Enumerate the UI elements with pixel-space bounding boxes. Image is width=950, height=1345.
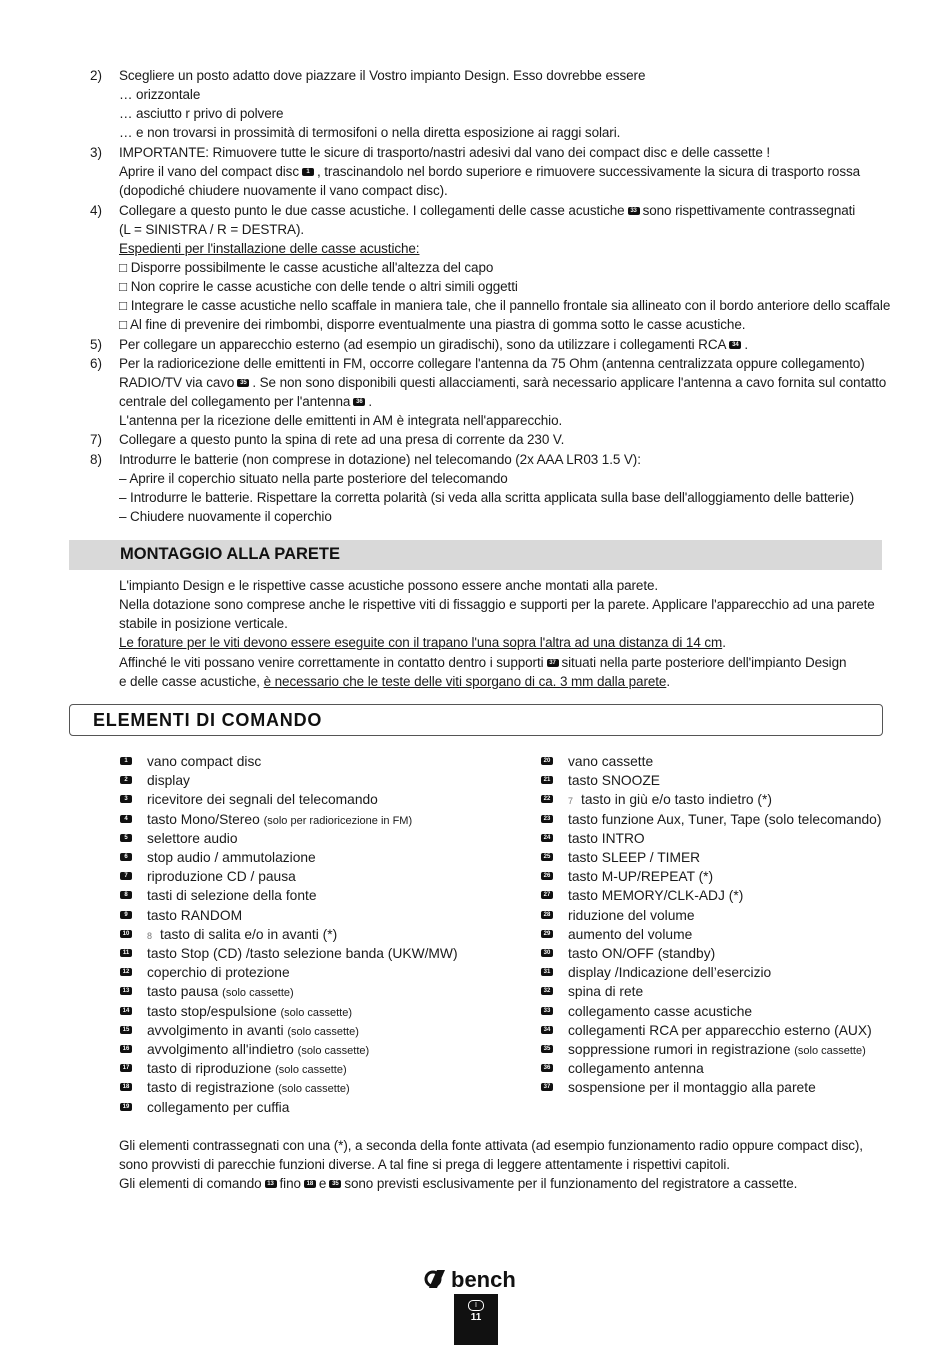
control-label: tasto Stop (CD) /tasto selezione banda (UKW/MW) [147, 946, 458, 961]
step-text: Per la radioricezione delle emittenti in FM, occorre collegare l'antenna da 75 Ohm (antenna centralizzata oppure collegamento) [119, 356, 865, 371]
step-text: Aprire il vano del compact disc 1 , trascinandolo nel bordo superiore e rimuovere successivamente la sicura di trasporto rossa [119, 164, 861, 179]
control-label: tasto SLEEP / TIMER [568, 850, 701, 865]
control-label: tasto Mono/Stereo (solo per radioricezione in FM) [147, 811, 413, 827]
control-number-badge: 20 [541, 757, 553, 765]
control-label: tasto di riproduzione (solo cassette) [147, 1061, 347, 1077]
ref-badge: 36 [353, 398, 365, 406]
control-label: spina di rete [568, 984, 644, 1000]
control-number-badge: 32 [541, 987, 553, 995]
ref-badge: 35 [237, 379, 249, 387]
tip-item: □ Non coprire le casse acustiche con delle tende o altri simili oggetti [119, 279, 518, 294]
section-title: MONTAGGIO ALLA PARETE [120, 545, 340, 563]
control-label: 7 tasto in giù e/o tasto indietro (*) [568, 792, 772, 808]
note-line: sono provvisti di parecchie funzioni diverse. A tal fine si prega di leggere attentamente i rispettivi capitoli. [119, 1157, 730, 1172]
control-label: tasto stop/espulsione (solo cassette) [147, 1003, 352, 1019]
ref-badge: 37 [547, 659, 559, 667]
control-number-badge: 14 [120, 1007, 132, 1015]
control-label: collegamenti RCA per apparecchio esterno (AUX) [568, 1022, 872, 1038]
step-text: … orizzontale [119, 87, 201, 102]
tip-item: □ Al fine di prevenire dei rimbombi, disporre eventualmente una piastra di gomma sotto le casse acustiche. [119, 317, 746, 332]
control-number-badge: 19 [120, 1103, 132, 1111]
step-text: Collegare a questo punto la spina di rete ad una presa di corrente da 230 V. [119, 432, 565, 447]
control-number-badge: 25 [541, 853, 553, 861]
control-number-badge: 28 [541, 911, 553, 919]
paragraph-line: stabile in posizione verticale. [119, 616, 288, 631]
step-number: 3) [90, 145, 103, 160]
control-number-badge: 15 [120, 1026, 132, 1034]
ref-badge: 33 [628, 207, 640, 215]
brand-logo [423, 1266, 528, 1292]
paragraph-line: Affinché le viti possano venire correttamente in contatto dentro i supporti 37 situati nella parte posteriore dell'impianto Design [119, 655, 847, 670]
control-label: collegamento casse acustiche [568, 1003, 753, 1019]
control-number-badge: 10 [120, 930, 132, 938]
step-number: 2) [90, 68, 103, 83]
control-number-badge: 11 [120, 949, 132, 957]
paragraph-line: Nella dotazione sono comprese anche le rispettive viti di fissaggio e supporti per la parete. Applicare l'apparecchio ad una parete [119, 597, 875, 612]
control-number-badge: 33 [541, 1007, 553, 1015]
step-text: – Chiudere nuovamente il coperchio [119, 509, 332, 524]
step-text: RADIO/TV via cavo 35 . Se non sono disponibili questi allacciamenti, sarà necessario applicare l'antenna a cavo fornita sul contatto [119, 375, 887, 390]
control-number-badge: 18 [120, 1083, 132, 1091]
control-label: tasto M-UP/REPEAT (*) [568, 869, 714, 885]
control-label: avvolgimento all'indietro (solo cassette) [147, 1042, 370, 1057]
control-number-badge: 35 [541, 1045, 553, 1053]
step-number: 5) [90, 337, 103, 352]
control-label: tasto di registrazione (solo cassette) [147, 1080, 350, 1096]
svg-text:bench: bench [451, 1267, 516, 1292]
control-number-badge: 2 [120, 776, 132, 784]
ref-badge: 18 [304, 1180, 316, 1188]
step-number: 4) [90, 203, 103, 218]
step-number: 7) [90, 432, 103, 447]
step-text: Scegliere un posto adatto dove piazzare il Vostro impianto Design. Esso dovrebbe essere [119, 68, 646, 83]
control-label: sospensione per il montaggio alla parete [568, 1080, 816, 1096]
step-text: – Aprire il coperchio situato nella parte posteriore del telecomando [119, 471, 508, 486]
control-number-badge: 16 [120, 1045, 132, 1053]
step-text: (L = SINISTRA / R = DESTRA). [119, 222, 304, 237]
control-number-badge: 12 [120, 968, 132, 976]
step-text: Introdurre le batterie (non comprese in dotazione) nel telecomando (2x AAA LR03 1.5 V): [119, 452, 641, 467]
control-number-badge: 36 [541, 1064, 553, 1072]
step-text: L'antenna per la ricezione delle emittenti in AM è integrata nell'apparecchio. [119, 413, 563, 428]
control-label: collegamento antenna [568, 1061, 704, 1077]
control-label: tasto MEMORY/CLK-ADJ (*) [568, 888, 744, 904]
control-label: soppressione rumori in registrazione (solo cassette) [568, 1042, 866, 1057]
control-label: tasti di selezione della fonte [147, 888, 317, 904]
section-title: ELEMENTI DI COMANDO [93, 710, 323, 730]
page-number-box [454, 1294, 498, 1345]
note-line: Gli elementi di comando 13 fino 18 e 35 sono previsti esclusivamente per il funzionamento del registratore a cassette. [119, 1176, 798, 1191]
control-number-badge: 27 [541, 891, 553, 899]
step-text: Per collegare un apparecchio esterno (ad esempio un giradischi), sono da utilizzare i collegamenti RCA 34 . [119, 337, 749, 352]
section-header-controls [69, 704, 883, 736]
step-text: … e non trovarsi in prossimità di termosifoni o nella diretta esposizione ai raggi solari. [119, 125, 621, 140]
paragraph-line: Le forature per le viti devono essere eseguite con il trapano l'una sopra l'altra ad una distanza di 14 cm. [119, 635, 726, 650]
step-number: 8) [90, 452, 103, 467]
control-number-badge: 8 [120, 891, 132, 899]
ref-badge: 34 [729, 341, 741, 349]
tips-heading: Espedienti per l'installazione delle casse acustiche: [119, 241, 420, 256]
note-line: Gli elementi contrassegnati con una (*), a seconda della fonte attivata (ad esempio funzionamento radio oppure compact disc), [119, 1138, 863, 1153]
step-text: – Introdurre le batterie. Rispettare la corretta polarità (si veda alla scritta applicata sulla base dell'alloggiamento delle batterie) [119, 490, 854, 505]
control-label: vano compact disc [147, 754, 262, 769]
control-label: tasto pausa (solo cassette) [147, 984, 294, 1000]
control-label: avvolgimento in avanti (solo cassette) [147, 1022, 359, 1038]
control-label: aumento del volume [568, 926, 693, 942]
step-text: centrale del collegamento per l'antenna 36 . [119, 394, 372, 409]
control-number-badge: 30 [541, 949, 553, 957]
control-label: vano cassette [568, 754, 654, 769]
tip-item: □ Disporre possibilmente le casse acustiche all'altezza del capo [119, 260, 494, 275]
ref-badge: 13 [265, 1180, 277, 1188]
control-number-badge: 34 [541, 1026, 553, 1034]
control-label: coperchio di protezione [147, 965, 290, 981]
control-label: ricevitore dei segnali del telecomando [147, 792, 378, 808]
control-number-badge: 13 [120, 987, 132, 995]
control-number-badge: 4 [120, 815, 132, 823]
control-label: riproduzione CD / pausa [147, 869, 296, 885]
page-number: 11 [470, 1312, 482, 1323]
control-number-badge: 7 [120, 872, 132, 880]
control-label: riduzione del volume [568, 907, 695, 923]
step-text: (dopodiché chiudere nuovamente il vano compact disc). [119, 183, 448, 198]
control-number-badge: 9 [120, 911, 132, 919]
ref-badge: 1 [302, 168, 314, 176]
control-number-badge: 17 [120, 1064, 132, 1072]
control-label: tasto ON/OFF (standby) [568, 946, 716, 961]
control-number-badge: 31 [541, 968, 553, 976]
paragraph-line: e delle casse acustiche, è necessario che le teste delle viti sporgano di ca. 3 mm dalla parete. [119, 674, 670, 689]
control-label: tasto RANDOM [147, 907, 243, 923]
step-text: Collegare a questo punto le due casse acustiche. I collegamenti delle casse acustiche 33 sono rispettivamente contrassegnati [119, 203, 856, 218]
control-number-badge: 22 [541, 795, 553, 803]
control-label: tasto funzione Aux, Tuner, Tape (solo telecomando) [568, 811, 882, 827]
control-number-badge: 26 [541, 872, 553, 880]
language-badge: I [468, 1300, 484, 1311]
control-number-badge: 1 [120, 757, 132, 765]
tip-item: □ Integrare le casse acustiche nello scaffale in maniera tale, che il pannello frontale sia allineato con il bordo anteriore dello scaffale [119, 298, 891, 313]
control-number-badge: 21 [541, 776, 553, 784]
control-number-badge: 23 [541, 815, 553, 823]
step-number: 6) [90, 356, 103, 371]
control-label: 8 tasto di salita e/o in avanti (*) [147, 926, 338, 942]
control-label: tasto SNOOZE [568, 773, 661, 789]
control-number-badge: 24 [541, 834, 553, 842]
section-header-wall-mount [69, 540, 882, 570]
control-number-badge: 3 [120, 795, 132, 803]
step-text: … asciutto r privo di polvere [119, 106, 284, 121]
ref-badge: 35 [329, 1180, 341, 1188]
control-label: selettore audio [147, 830, 238, 846]
control-number-badge: 29 [541, 930, 553, 938]
control-number-badge: 5 [120, 834, 132, 842]
control-number-badge: 6 [120, 853, 132, 861]
paragraph-line: L'impianto Design e le rispettive casse acustiche possono essere anche montati alla parete. [119, 578, 659, 593]
control-label: stop audio / ammutolazione [147, 850, 316, 865]
control-label: tasto INTRO [568, 830, 645, 846]
control-label: collegamento per cuffia [147, 1099, 290, 1115]
control-label: display [147, 773, 190, 789]
control-label: display /Indicazione dell’esercizio [568, 965, 772, 981]
step-text: IMPORTANTE: Rimuovere tutte le sicure di trasporto/nastri adesivi dal vano dei compact disc e delle cassette ! [119, 145, 771, 160]
control-number-badge: 37 [541, 1083, 553, 1091]
